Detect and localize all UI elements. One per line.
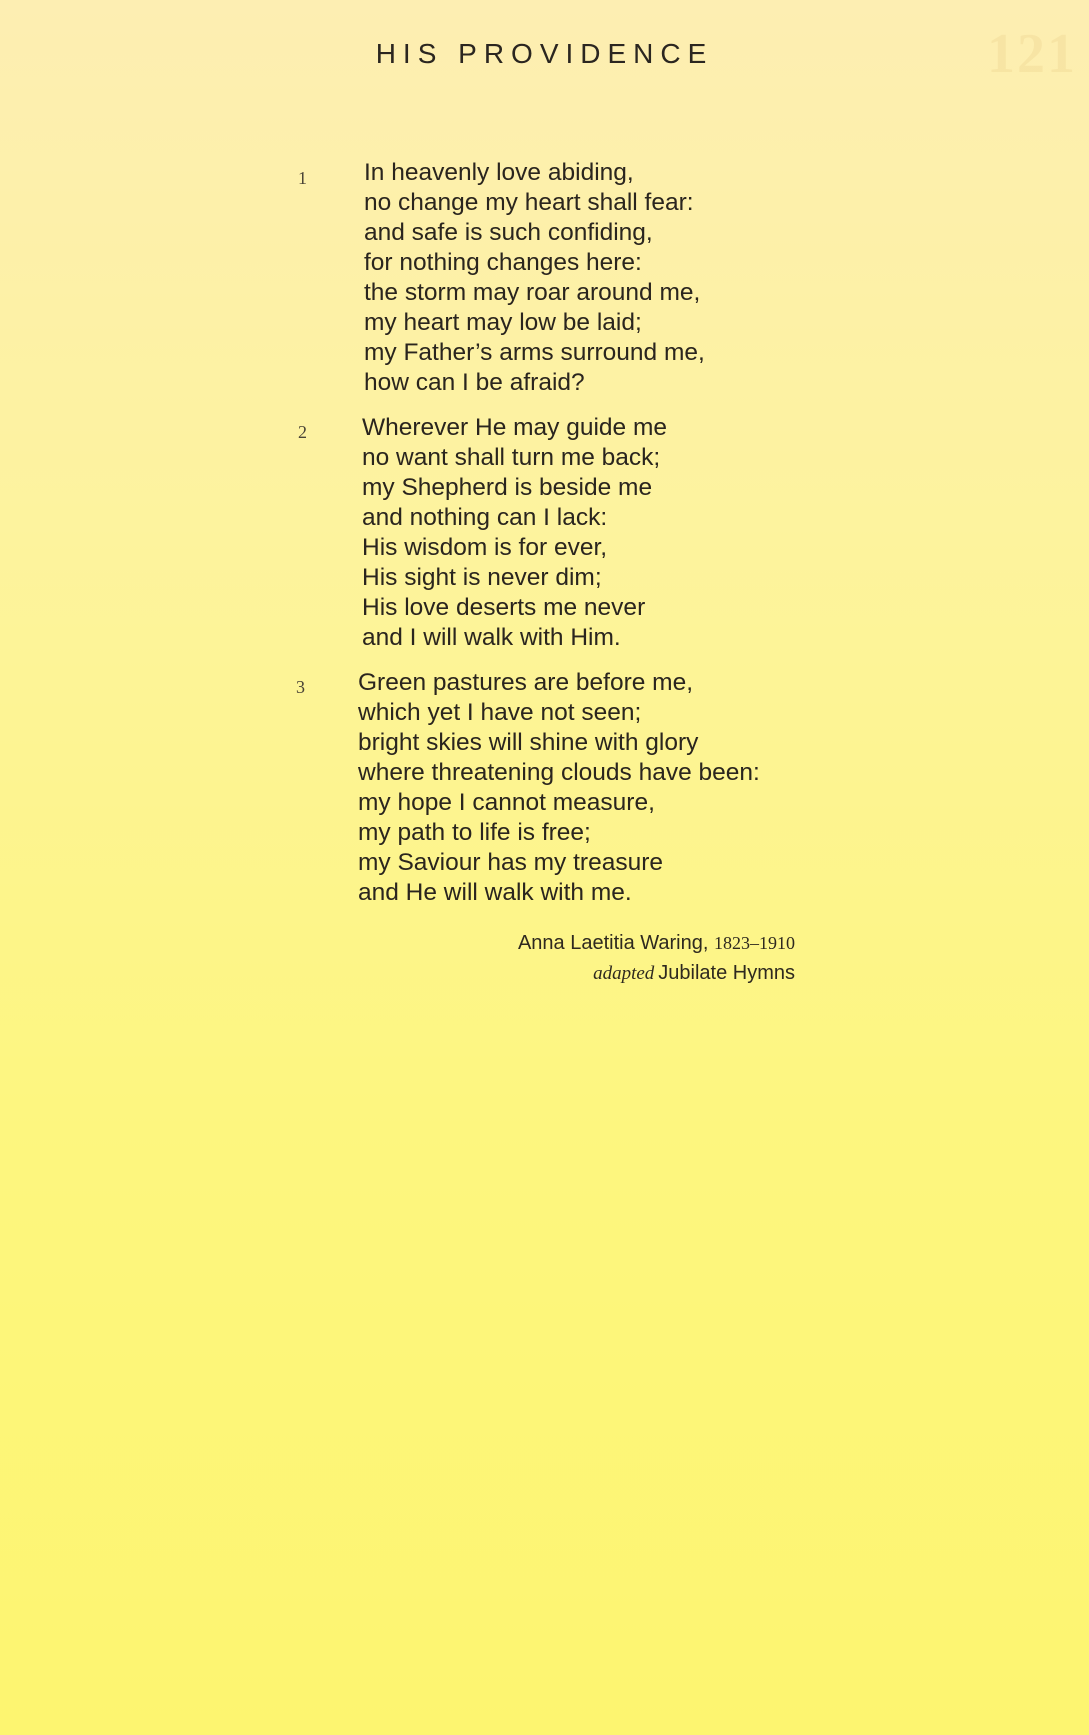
verse-line: my hope I cannot measure,	[358, 789, 655, 816]
verse-line: His wisdom is for ever,	[362, 534, 608, 561]
verse-lines	[362, 413, 667, 653]
verse-line: and I will walk with Him.	[362, 624, 621, 651]
verse-line: Green pastures are before me,	[358, 669, 694, 696]
verse-line: my Father’s arms surround me,	[364, 339, 705, 366]
verse-line: my heart may low be laid;	[364, 309, 642, 336]
verse-line: the storm may roar around me,	[364, 279, 701, 306]
verse-lines	[358, 668, 760, 908]
author-line	[518, 928, 795, 958]
verse-line: my path to life is free;	[358, 819, 591, 846]
verse-number: 1	[298, 168, 307, 188]
verse-lines	[364, 158, 705, 398]
verse-line: no change my heart shall fear:	[364, 189, 694, 216]
adapted-label: adapted	[593, 963, 655, 984]
verse-number: 2	[298, 422, 307, 442]
verse-line: my Saviour has my treasure	[358, 849, 663, 876]
verse-line: bright skies will shine with glory	[358, 729, 699, 756]
page-title: HIS PROVIDENCE	[375, 38, 714, 69]
verse-line: His love deserts me never	[362, 594, 646, 621]
verse-line: where threatening clouds have been:	[358, 759, 760, 786]
author-name: Anna Laetitia Waring,	[517, 932, 709, 954]
verse-line: for nothing changes here:	[364, 249, 642, 276]
adapter-name: Jubilate Hymns	[658, 962, 795, 984]
verse-line: and He will walk with me.	[358, 879, 632, 906]
verse-number: 3	[296, 677, 305, 697]
verse-line: my Shepherd is beside me	[362, 474, 653, 501]
verse-line: how can I be afraid?	[364, 369, 585, 396]
verse-line: Wherever He may guide me	[362, 414, 668, 441]
verse-line: no want shall turn me back;	[362, 444, 661, 471]
adaptation-line	[518, 958, 795, 989]
author-dates: 1823–1910	[714, 933, 795, 953]
hymn-attribution	[518, 928, 795, 989]
verse-line: and safe is such confiding,	[364, 219, 653, 246]
bleed-through-hymn-number: 121	[987, 23, 1077, 85]
verse-line: His sight is never dim;	[362, 564, 602, 591]
verse-line: which yet I have not seen;	[358, 699, 642, 726]
verse-line: In heavenly love abiding,	[364, 159, 634, 186]
verse-line: and nothing can I lack:	[362, 504, 608, 531]
